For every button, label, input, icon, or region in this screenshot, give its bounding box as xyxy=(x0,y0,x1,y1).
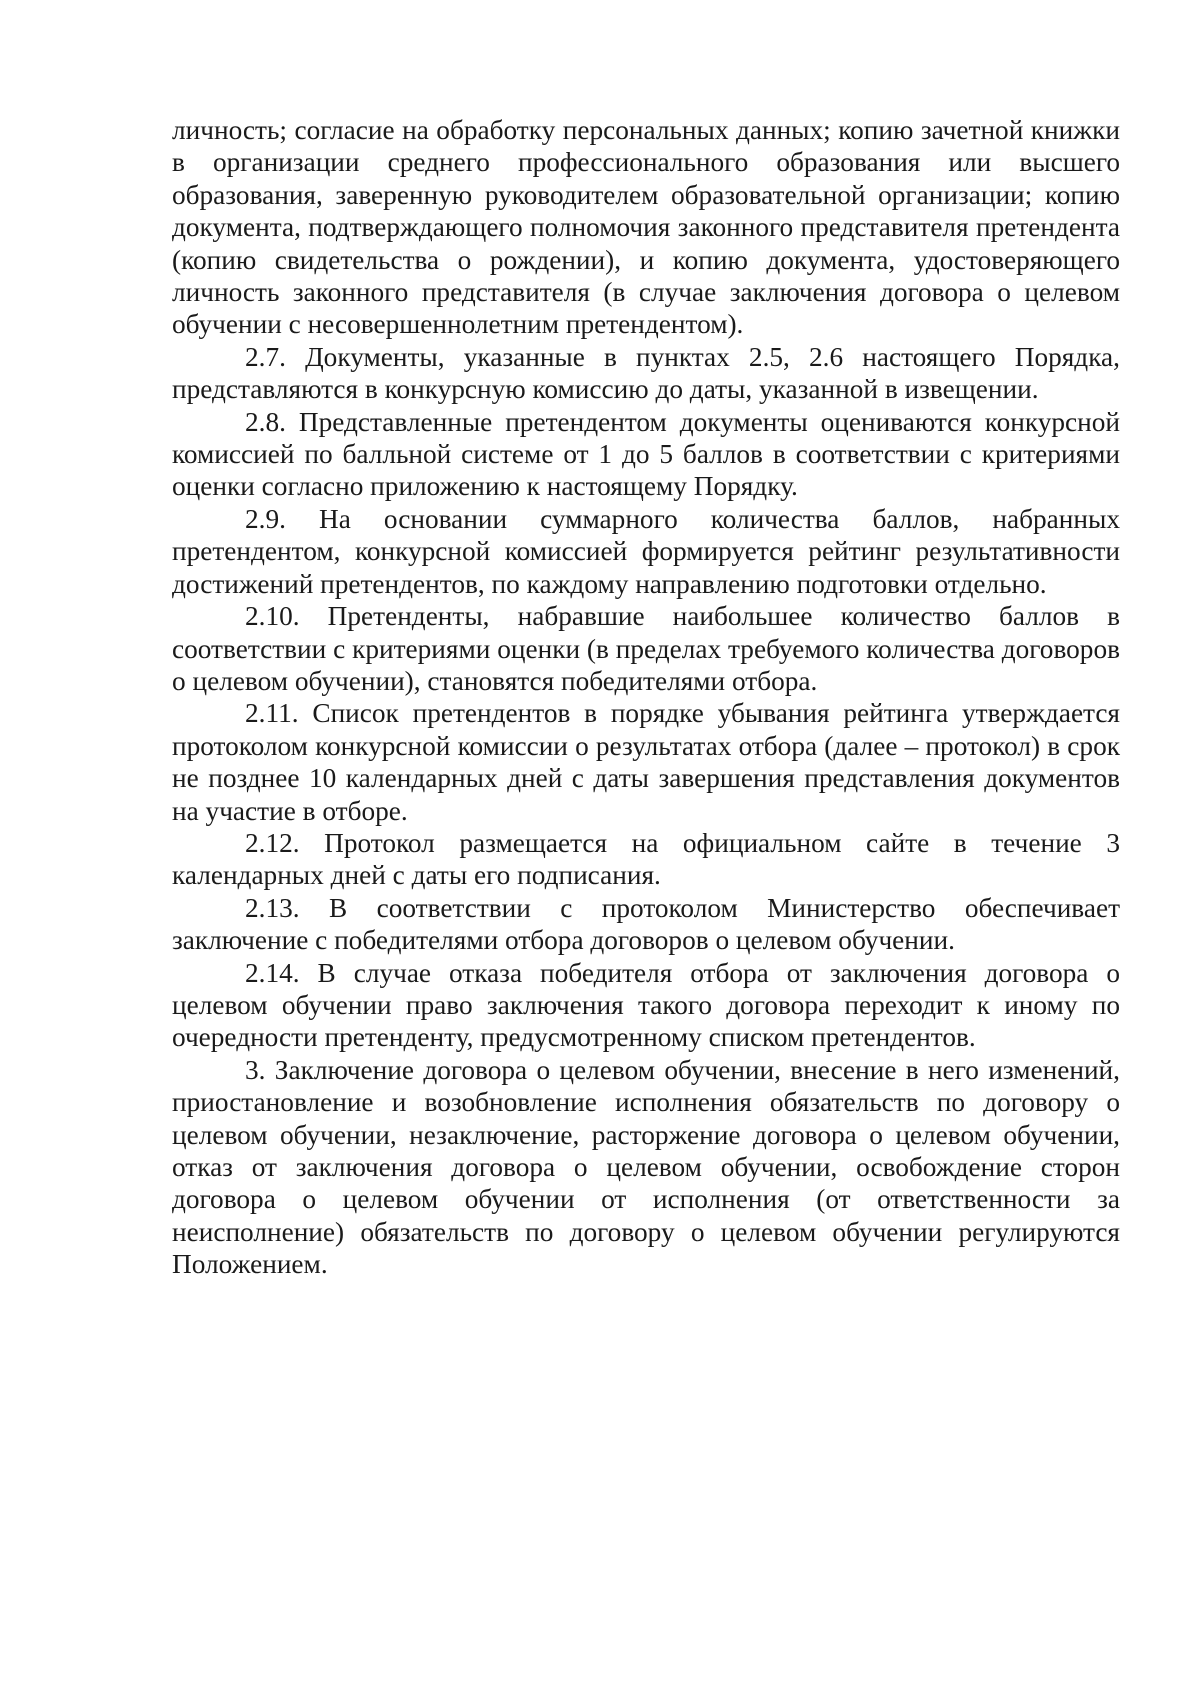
paragraph-3: 3. Заключение договора о целевом обучении, внесение в него изменений, приостановление и возобновление исполнения обязательств по договору о целевом обучении, незаключение, расторжение договора о целевом обучении, отказ от заключения договора о целевом обучении, освобождение сторон договора о целевом обучении от исполнения (от ответственности за неисполнение) обязательств по договору о целевом обучении регулируются Положением. xyxy=(172,1054,1120,1280)
paragraph-continuation: личность; согласие на обработку персональных данных; копию зачетной книжки в организации среднего профессионального образования или высшего образования, заверенную руководителем образовательной организации; копию документа, подтверждающего полномочия законного представителя претендента (копию свидетельства о рождении), и копию документа, удостоверяющего личность законного представителя (в случае заключения договора о целевом обучении с несовершеннолетним претендентом). xyxy=(172,115,1120,340)
paragraph-2-11: 2.11. Список претендентов в порядке убывания рейтинга утверждается протоколом конкурсной комиссии о результатах отбора (далее – протокол) в срок не позднее 10 календарных дней с даты завершения представления документов на участие в отборе. xyxy=(172,698,1120,826)
paragraph-2-13: 2.13. В соответствии с протоколом Министерство обеспечивает заключение с победителями отбора договоров о целевом обучении. xyxy=(172,892,1120,956)
document-page xyxy=(172,114,1120,1281)
paragraph-2-10: 2.10. Претенденты, набравшие наибольшее количество баллов в соответствии с критериями оценки (в пределах требуемого количества договоров о целевом обучении), становятся победителями отбора. xyxy=(172,601,1120,696)
paragraph-2-8: 2.8. Представленные претендентом документы оцениваются конкурсной комиссией по балльной системе от 1 до 5 баллов в соответствии с критериями оценки согласно приложению к настоящему Порядку. xyxy=(172,406,1120,502)
paragraph-2-9: 2.9. На основании суммарного количества баллов, набранных претендентом, конкурсной комиссией формируется рейтинг результативности достижений претендентов, по каждому направлению подготовки отдельно. xyxy=(172,503,1120,599)
paragraph-2-7: 2.7. Документы, указанные в пунктах 2.5, 2.6 настоящего Порядка, представляются в конкурсную комиссию до даты, указанной в извещении. xyxy=(172,341,1120,405)
paragraph-2-12: 2.12. Протокол размещается на официальном сайте в течение 3 календарных дней с даты его подписания. xyxy=(172,827,1120,891)
paragraph-2-14: 2.14. В случае отказа победителя отбора от заключения договора о целевом обучении право заключения такого договора переходит к иному по очередности претенденту, предусмотренному списком претендентов. xyxy=(172,957,1120,1053)
